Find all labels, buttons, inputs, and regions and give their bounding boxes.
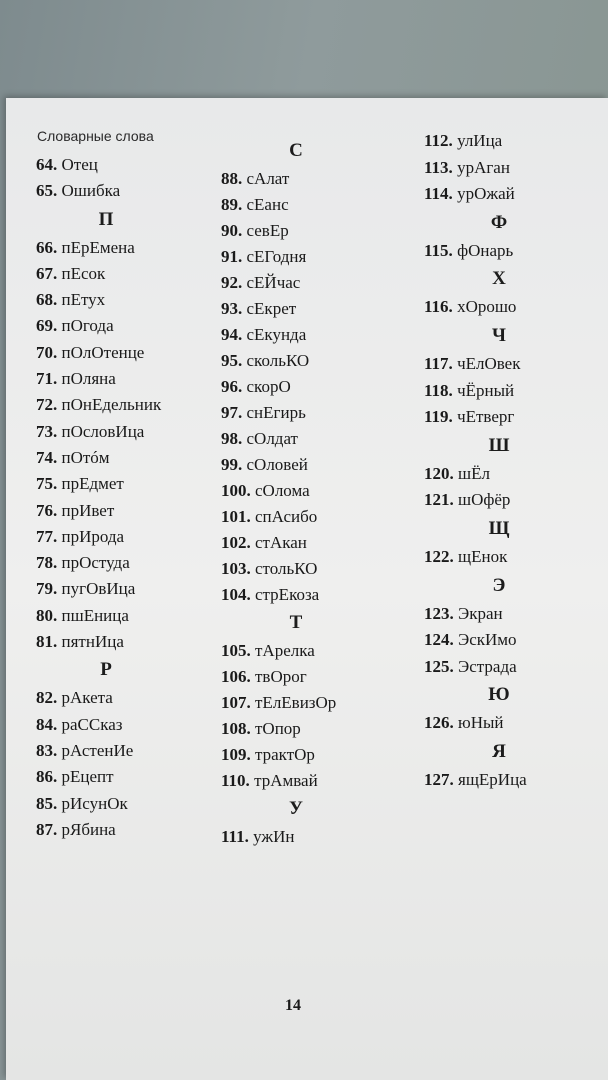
entry-word: рЯбина [61,819,116,839]
entry-number: 76. [36,500,58,520]
entry-number: 87. [36,819,58,839]
entry-word: стрЕкоза [255,585,320,604]
word-entry [221,400,411,426]
word-entry [424,461,608,488]
entry-number: 119. [424,407,453,427]
word-entry [221,742,411,768]
word-entry [221,348,411,374]
word-entry [36,287,226,313]
entry-word: стАкан [255,533,307,552]
entry-number: 75. [36,474,58,494]
entry-word: прОстуда [61,553,130,573]
entry-word: чЁрный [457,380,515,400]
entry-number: 84. [36,714,58,734]
entry-number: 125. [424,656,454,676]
entry-number: 95. [221,351,243,370]
entry-word: тОпор [255,719,301,738]
word-entry [36,524,226,550]
entry-word: шЁл [458,463,490,483]
entry-number: 88. [221,169,243,188]
entry-word: пЕрЕмена [61,237,135,257]
entry-word: ЭскИмо [458,630,517,650]
entry-number: 91. [221,247,243,266]
word-entry [36,685,226,711]
entry-number: 126. [424,713,454,733]
section-letter: Я [492,740,506,762]
word-entry [424,155,608,182]
word-entry [36,603,226,629]
entry-word: ящЕрИца [458,769,527,789]
word-entry [36,445,226,471]
letter-section [36,205,226,656]
entry-word: тАрелка [255,641,315,660]
word-entry [221,452,411,478]
word-entry [36,313,226,339]
entry-word: пЕтух [61,290,106,310]
letter-section [36,152,226,205]
letter-section [424,571,608,681]
entry-word: сЕкрет [246,299,297,318]
entry-number: 118. [424,380,453,400]
section-letter: Р [100,659,112,681]
word-entry [36,340,226,366]
entry-number: 98. [221,429,243,448]
letter-section [424,431,608,514]
entry-word: пОтóм [61,447,110,467]
column-3 [424,128,608,794]
section-letter: Э [492,574,506,596]
entry-word: спАсибо [255,507,318,526]
entry-word: Экран [458,603,503,623]
entry-number: 109. [221,745,251,764]
entry-number: 104. [221,585,251,604]
entry-word: твОрог [255,667,307,686]
letter-section [221,608,411,794]
word-entry [221,690,411,716]
letter-section [424,514,608,571]
entry-word: рАстенИе [61,740,134,760]
entry-word: трАмвай [254,771,318,790]
entry-number: 69. [36,316,58,336]
entry-number: 97. [221,403,243,422]
entry-word: Ошибка [61,181,121,201]
section-letter: У [289,798,303,819]
entry-number: 72. [36,395,58,415]
word-entry [36,261,226,287]
entry-number: 123. [424,603,454,623]
entry-word: щЕнок [458,546,508,566]
entry-number: 77. [36,526,58,546]
entry-word: пОсловИца [61,421,145,441]
entry-number: 114. [424,184,453,204]
word-entry [424,404,608,431]
word-entry [36,235,226,261]
entry-number: 89. [221,195,243,214]
entry-word: сАлат [246,169,290,188]
section-letter: Ф [490,211,508,233]
entry-number: 78. [36,553,58,573]
entry-word: тЕлЕвизОр [255,693,337,712]
entry-word: пОляна [61,369,116,389]
word-entry [221,244,411,270]
entry-number: 86. [36,767,58,787]
word-entry [221,638,411,664]
entry-number: 90. [221,221,243,240]
entry-number: 110. [221,771,250,790]
word-entry [221,504,411,530]
entry-number: 101. [221,507,251,526]
entry-number: 82. [36,688,58,708]
entry-word: стольКО [255,559,318,578]
page-number: 14 [285,997,301,1014]
word-entry [221,716,411,742]
entry-word: пЕсок [61,263,106,283]
entry-number: 85. [36,793,58,813]
entry-number: 117. [424,353,453,373]
word-entry [221,768,411,794]
word-entry [221,556,411,582]
column-2 [221,136,411,850]
word-entry [221,166,411,192]
word-entry [424,181,608,208]
word-entry [36,366,226,392]
entry-number: 113. [424,157,453,177]
entry-word: пОлОтенце [61,342,145,362]
section-letter: Ю [488,684,510,706]
entry-number: 73. [36,421,58,441]
word-entry [221,426,411,452]
word-entry [424,378,608,405]
entry-word: пшЕница [61,605,129,625]
word-entry [424,654,608,681]
letter-section [221,794,411,850]
entry-word: снЕгирь [246,403,306,422]
word-entry [36,471,226,497]
word-entry [36,550,226,576]
section-letter: Ч [492,324,506,346]
entry-number: 100. [221,481,251,500]
entry-word: хОрошо [457,297,517,317]
section-letter: П [98,208,114,230]
letter-section [424,321,608,431]
word-entry [424,238,608,265]
entry-number: 127. [424,769,454,789]
word-entry [424,294,608,321]
entry-number: 81. [36,632,58,652]
entry-word: сЕГодня [246,247,307,266]
word-entry [36,152,226,178]
word-entry [221,478,411,504]
entry-word: ужИн [253,827,295,846]
word-entry [221,218,411,244]
entry-word: шОфёр [458,490,511,510]
section-letter: Т [289,612,303,633]
entry-number: 102. [221,533,251,552]
entry-word: прИвет [61,500,115,520]
letter-section [36,655,226,843]
entry-word: сЕанс [246,195,289,214]
word-entry [424,767,608,794]
entry-number: 120. [424,463,454,483]
entry-number: 94. [221,325,243,344]
word-entry [36,817,226,843]
entry-word: улИца [457,131,503,150]
entry-word: фОнарь [457,240,514,260]
entry-number: 122. [424,546,454,566]
entry-word: трактОр [255,745,315,764]
entry-number: 121. [424,490,454,510]
entry-number: 105. [221,641,251,660]
letter-section [424,208,608,265]
entry-word: урАган [457,157,510,177]
word-entry [424,351,608,378]
entry-number: 74. [36,447,58,467]
word-entry [221,374,411,400]
entry-word: скорО [246,377,291,396]
entry-number: 106. [221,667,251,686]
word-entry [424,544,608,571]
section-letter: Х [492,268,506,290]
letter-section [424,264,608,321]
entry-word: сОлома [255,481,310,500]
section-letter: Щ [488,517,510,539]
entry-word: рЕцепт [61,767,114,787]
entry-number: 67. [36,263,58,283]
entry-word: скольКО [246,351,310,370]
entry-word: пОгода [61,316,114,336]
entry-word: урОжай [457,184,515,204]
entry-number: 71. [36,369,58,389]
word-entry [424,128,608,155]
entry-word: юНый [458,713,504,733]
entry-number: 64. [36,155,58,174]
entry-number: 68. [36,290,58,310]
entry-word: севЕр [246,221,289,240]
letter-section [424,737,608,794]
entry-number: 83. [36,740,58,760]
column-1 [36,152,226,843]
entry-word: раССказ [61,714,123,734]
entry-number: 79. [36,579,58,599]
section-letter: С [289,140,303,161]
entry-word: пугОвИца [61,579,136,599]
entry-number: 66. [36,237,58,257]
entry-number: 80. [36,605,58,625]
entry-number: 107. [221,693,251,712]
entry-number: 115. [424,240,453,260]
page-header: Словарные слова [37,128,154,144]
word-entry [36,712,226,738]
entry-number: 92. [221,273,243,292]
entry-word: Эстрада [458,656,517,676]
word-entry [221,824,411,850]
word-entry [36,498,226,524]
entry-word: сОловей [246,455,308,474]
entry-number: 111. [221,827,249,846]
letter-section [221,136,411,608]
entry-number: 70. [36,342,58,362]
entry-number: 96. [221,377,243,396]
word-entry [221,582,411,608]
word-entry [221,270,411,296]
word-entry [221,530,411,556]
entry-word: пятнИца [61,632,124,652]
section-letter: Ш [488,434,510,456]
word-entry [424,710,608,737]
entry-word: сЕкунда [246,325,307,344]
letter-section [424,128,608,208]
word-entry [221,322,411,348]
word-entry [424,487,608,514]
entry-word: Отец [61,155,98,174]
entry-word: прЕдмет [61,474,124,494]
word-entry [424,601,608,628]
entry-number: 103. [221,559,251,578]
word-entry [36,178,226,204]
entry-word: сОлдат [246,429,298,448]
word-entry [221,192,411,218]
word-entry [36,576,226,602]
entry-word: рИсунОк [61,793,128,813]
word-entry [36,419,226,445]
word-entry [36,392,226,418]
entry-word: чЕтверг [457,407,515,427]
entry-number: 116. [424,297,453,317]
entry-number: 99. [221,455,243,474]
entry-word: пОнЕдельник [61,395,162,415]
entry-word: чЕлОвек [457,353,521,373]
word-entry [36,738,226,764]
entry-number: 124. [424,630,454,650]
entry-word: прИрода [61,526,125,546]
letter-section [424,680,608,737]
word-entry [221,664,411,690]
entry-word: рАкета [61,688,113,708]
word-entry [221,296,411,322]
entry-number: 65. [36,181,58,201]
word-entry [36,764,226,790]
entry-number: 112. [424,131,453,150]
word-entry [36,791,226,817]
entry-number: 108. [221,719,251,738]
entry-word: сЕЙчас [246,273,301,292]
entry-number: 93. [221,299,243,318]
word-entry [424,627,608,654]
word-entry [36,629,226,655]
